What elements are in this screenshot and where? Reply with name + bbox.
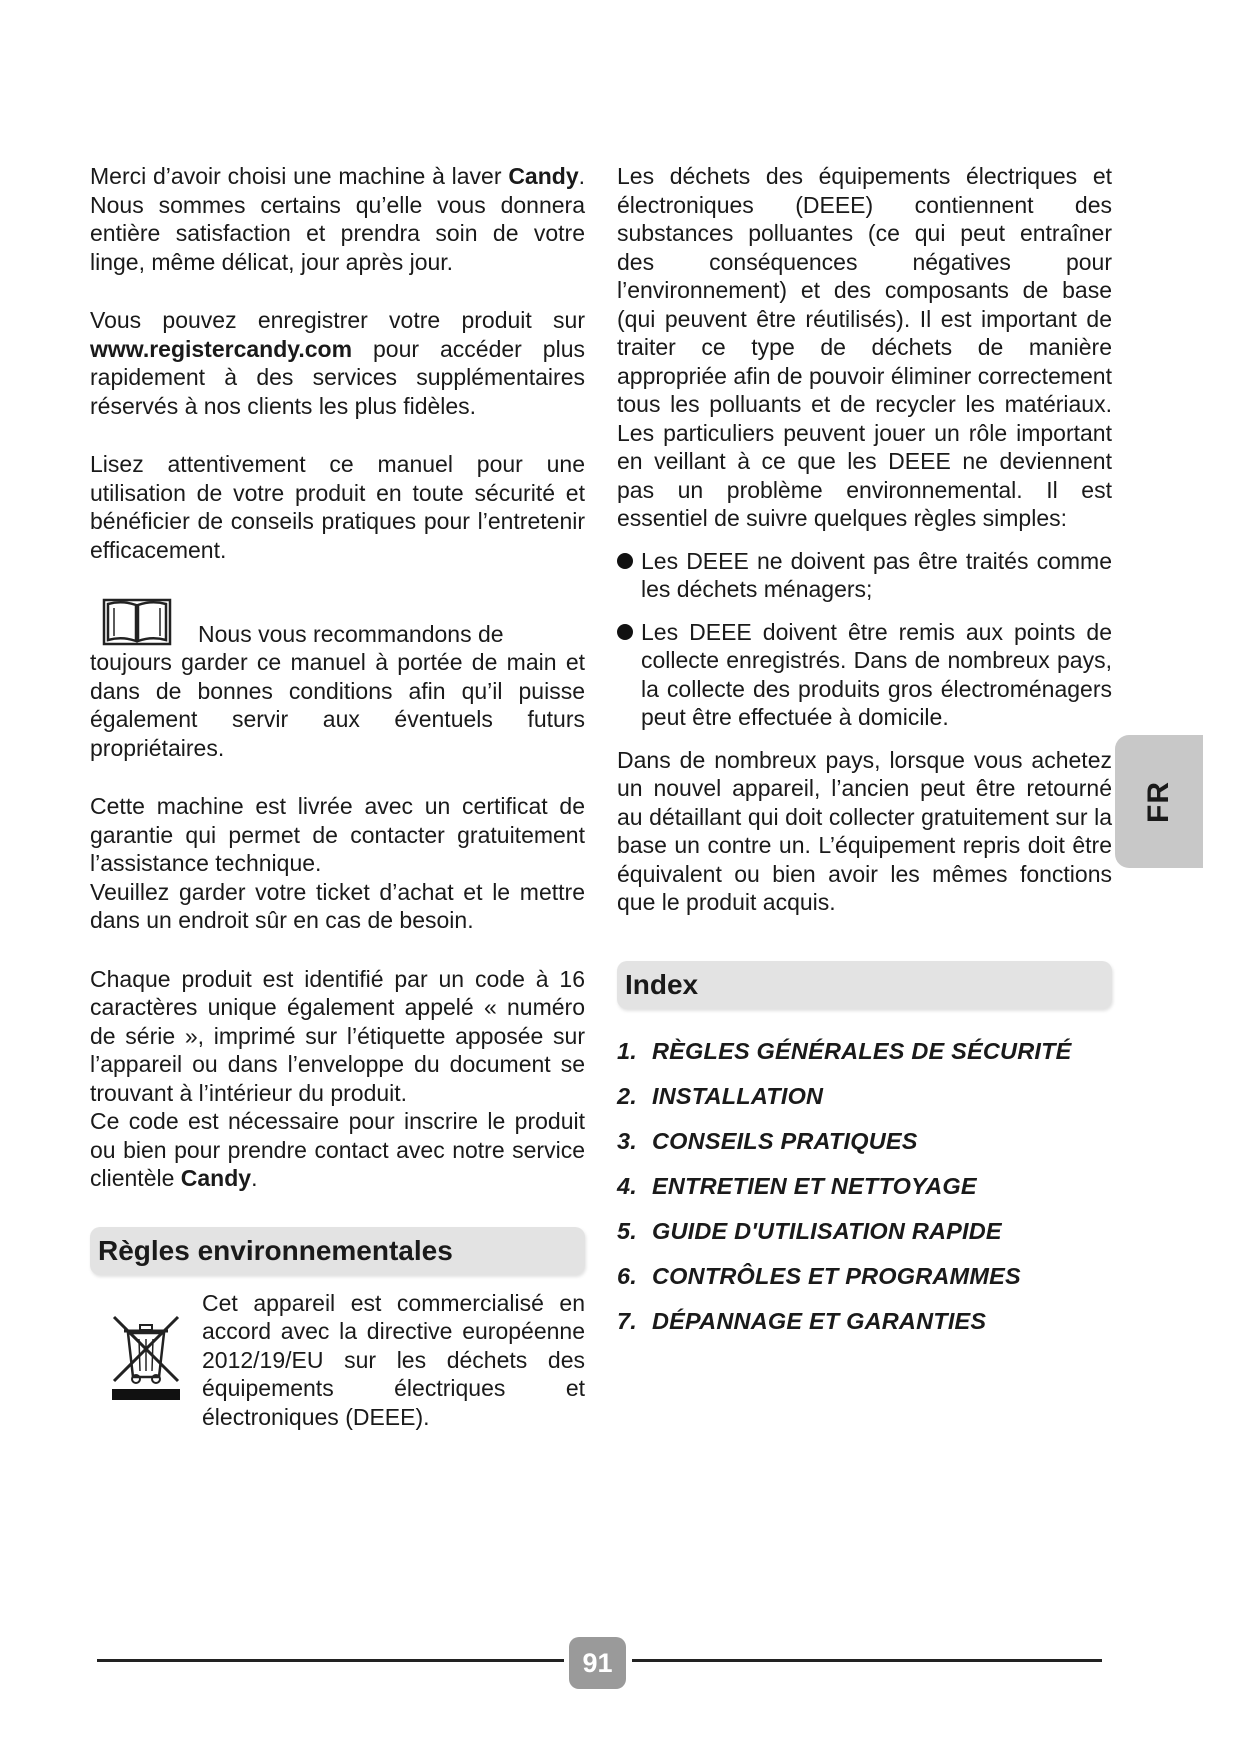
brand-name-2: Candy bbox=[180, 1165, 252, 1191]
keep-manual-block bbox=[90, 594, 585, 762]
keep-manual-first-line: Nous vous recommandons de bbox=[198, 620, 504, 647]
index-item[interactable]: 3. CONSEILS PRATIQUES bbox=[617, 1127, 918, 1154]
index-item[interactable]: 1. RÈGLES GÉNÉRALES DE SÉCURITÉ bbox=[617, 1037, 1072, 1064]
bullet-dot-icon bbox=[617, 624, 633, 640]
index-item[interactable]: 7. DÉPANNAGE ET GARANTIES bbox=[617, 1307, 987, 1334]
brand-name: Candy bbox=[508, 163, 579, 189]
register-url: www.registercandy.com bbox=[90, 335, 353, 362]
index-item[interactable]: 4. ENTRETIEN ET NETTOYAGE bbox=[617, 1172, 977, 1199]
register-text-end: pour accéder plus rapidement à des services supplémentaires réservés à nos clients les plus fidèles. bbox=[90, 335, 585, 419]
bullet-dot-icon bbox=[617, 553, 633, 569]
crossed-bin-icon bbox=[108, 1311, 184, 1401]
code-text-end: . bbox=[251, 1165, 258, 1191]
weee-bullet-2-text: Les DEEE doivent être remis aux points de collecte enregistrés. Dans de nombreux pays, la collecte des produits gros électroménagers peut être effectuée à domicile. bbox=[641, 618, 1112, 730]
retailer-paragraph: Dans de nombreux pays, lorsque vous achetez un nouvel appareil, l’ancien peut être retourné au détaillant qui doit collecter gratuitement sur la base un contre un. L’équipement repris doit être équivalent ou bien avoir les mêmes fonctions que le produit acquis. bbox=[617, 746, 1112, 915]
intro-text-end: . Nous sommes certains qu’elle vous donnera entière satisfaction et prendra soin de votre linge, même délicat, jour après jour. bbox=[90, 163, 585, 275]
index-item[interactable]: 2. INSTALLATION bbox=[617, 1082, 824, 1109]
register-paragraph bbox=[90, 306, 585, 420]
index-list bbox=[617, 1037, 1112, 1335]
language-tab bbox=[1115, 735, 1203, 868]
weee-bullet-1-text: Les DEEE ne doivent pas être traités comme les déchets ménagers; bbox=[641, 547, 1112, 602]
left-column bbox=[90, 162, 585, 1431]
manual-paragraph: Lisez attentivement ce manuel pour une utilisation de votre produit en toute sécurité et bénéficier de conseils pratiques pour l’entretenir efficacement. bbox=[90, 451, 585, 563]
footer-rule-right bbox=[632, 1659, 1102, 1662]
language-tab-label: FR bbox=[1142, 780, 1175, 823]
weee-paragraph: Les déchets des équipements électriques et électroniques (DEEE) contiennent des substances polluantes (ce qui peut entraîner des conséquences négatives pour l’environnement) et des composants de base (qui peuvent être réutilisés). Il est important de traiter ce type de déchets de manière appropriée afin de pouvoir éliminer correctement tous les polluants et de recycler les matériaux. Les particuliers peuvent jouer un rôle important en veillant à ce que les DEEE ne deviennent pas un problème environnemental. Il est essentiel de suivre quelques règles simples: bbox=[617, 163, 1112, 531]
index-item[interactable]: 6. CONTRÔLES ET PROGRAMMES bbox=[617, 1262, 1021, 1289]
keep-manual-text: toujours garder ce manuel à portée de main et dans de bonnes conditions afin qu’il puisse également servir aux éventuels futurs propriétaires. bbox=[90, 649, 585, 761]
intro-paragraph bbox=[90, 162, 585, 276]
intro-text-start: Merci d’avoir choisi une machine à laver bbox=[90, 163, 509, 189]
code-text-start: Ce code est nécessaire pour inscrire le produit ou bien pour prendre contact avec notre service clientèle bbox=[90, 1108, 585, 1191]
footer-rule-left bbox=[97, 1659, 564, 1662]
open-book-icon bbox=[102, 594, 172, 648]
weee-bullet-2 bbox=[617, 618, 1112, 732]
environment-directive-text: Cet appareil est commercialisé en accord avec la directive européenne 2012/19/EU sur les déchets des équipements électriques et électroniques (DEEE). bbox=[202, 1289, 585, 1430]
index-item[interactable]: 5. GUIDE D'UTILISATION RAPIDE bbox=[617, 1217, 1002, 1244]
serial-paragraph: Chaque produit est identifié par un code à 16 caractères unique également appelé « numéro de série », imprimé sur l’étiquette apposée sur l’appareil ou dans l’enveloppe du document se trouvant à l’intérieur du produit. bbox=[90, 965, 585, 1106]
receipt-paragraph: Veuillez garder votre ticket d’achat et le mettre dans un endroit sûr en cas de besoin. bbox=[90, 878, 585, 933]
index-section-title: Index bbox=[617, 961, 1112, 1009]
environment-block bbox=[90, 1289, 585, 1432]
register-text-start: Vous pouvez enregistrer votre produit sur bbox=[90, 307, 585, 333]
warranty-paragraph: Cette machine est livrée avec un certificat de garantie qui permet de contacter gratuitement l’assistance technique. bbox=[90, 793, 585, 876]
weee-bullet-1 bbox=[617, 547, 1112, 604]
environment-section-title: Règles environnementales bbox=[90, 1227, 585, 1275]
right-column bbox=[617, 162, 1112, 1352]
code-paragraph bbox=[90, 1107, 585, 1193]
page-number: 91 bbox=[569, 1637, 626, 1689]
